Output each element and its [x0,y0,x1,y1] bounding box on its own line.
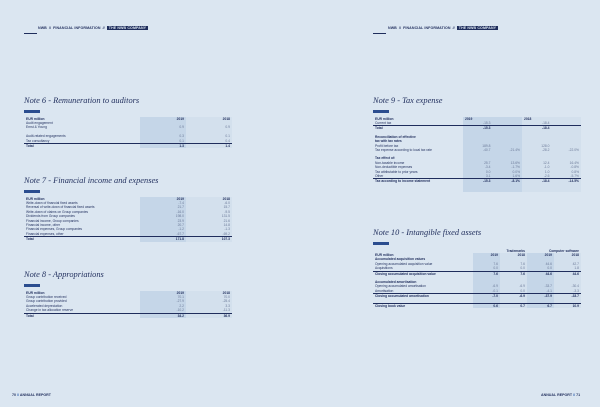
table-total-row: Tax according to income statement -15.3 -8.1% -18.4 -14.5% [375,179,579,184]
header-highlight: THE NWB COMPANY [458,26,497,30]
table-row: Current tax -15.3 -18.4 [373,121,581,126]
note-9-title: Note 9 - Tax expense [373,96,443,105]
note-6-title: Note 6 - Remuneration to auditors [24,96,140,105]
title-accent-bar [24,190,40,193]
table-subheader-row: Accumulated amortisation [373,280,581,284]
table-row: Financial expenses, Group companies -1.2 -1.3 [26,227,230,232]
table-subheader-row: Reconciliation of effective [373,135,581,139]
note-8-table [24,291,232,318]
table-header-row: EUR million 2019 2018 [26,116,230,121]
table-total-row: Total 34.2 36.9 [26,313,230,318]
right-page-footer [541,393,580,397]
table-row: Tax consultancy 0.1 0.4 [26,138,230,143]
table-total-row: Closing accumulated amortisation -7.0 -6.9 -37.9 -33.7 [375,294,579,299]
title-accent-bar [373,242,389,245]
table-row: Tax attributable to prior years 0.0 0.0% 1.0 0.8% [375,169,579,174]
table-subheader-row: Accumulated acquisition values [373,257,581,261]
table-row: Non-deductible expenses -3.4 -1.7% -1.0 -0.8% [375,165,579,170]
header-brand: NWB [388,26,397,30]
table-group-header-row: Trademarks Computer software [506,248,579,253]
table-row: Group contribution received 70.1 70.0 [26,294,230,299]
note-8 [24,270,232,318]
table-row: Financial income, other 20.7 14.8 [26,222,230,227]
title-accent-bar [24,110,40,113]
table-total-row: Total 171.8 107.3 [26,237,230,242]
table-row: Tax expense according to local tax rate -40.7 -21.4% -28.2 -22.0% [375,147,579,152]
table-row: Financial expenses, other -67.7 -69.2 [26,231,230,236]
table-header-row: EUR million 2019 2018 [26,290,230,295]
page-number: 71 [576,393,581,397]
note-7-title: Note 7 - Financial income and expenses [24,176,159,185]
table-row: Opening accumulated amortisation -6.9 -6.9 -33.7 -30.4 [375,284,579,289]
table-total-row: Closing book value 0.6 0.7 6.7 10.9 [375,303,579,308]
table-row: Accelerated depreciation 2.2 3.3 [26,303,230,308]
table-row: Acquisitions 0.0 0.0 0.0 1.8 [375,266,579,271]
table-row: Audit engagement [24,121,232,125]
table-total-row: Total 1.3 1.4 [26,143,230,148]
table-row: Write-down of financial fixed assets -7.4 -6.0 [26,200,230,205]
left-page-header [38,26,148,30]
header-section: FINANCIAL INFORMATION [53,26,101,30]
table-row: Other 3.1 1.6% -2.6 -5.7% [375,173,579,178]
note-7 [24,176,232,242]
table-row: Opening accumulated acquisition value 7.6 7.6 44.6 42.7 [375,261,579,266]
note-6 [24,96,232,148]
header-separator: // [452,26,455,30]
table-row: Amortisation -0.1 0.0 -4.1 -3.3 [375,288,579,293]
title-accent-bar [373,110,389,113]
table-total-row: Total -15.3 -18.4 [373,126,581,131]
header-section: FINANCIAL INFORMATION [403,26,451,30]
table-row: Ernst & Young 0.9 0.9 [26,125,230,130]
footer-label: ANNUAL REPORT [19,393,51,397]
header-separator: // [398,26,402,30]
header-brand: NWB [38,26,47,30]
table-row: Non-taxable income 25.7 13.6% 12.4 16.4% [375,160,579,165]
table-row: Profit before tax 189.8 128.0 [373,144,581,148]
note-10-table [373,249,581,308]
footer-label: ANNUAL REPORT [541,393,573,397]
table-header-row: EUR million 2019 2018 [373,117,581,121]
left-page-footer [12,393,51,397]
table-header-row: EUR million 2019 2018 2019 2018 [375,252,579,257]
table-row: Write-down of claims on Group companies -16.0 -9.5 [26,209,230,214]
header-rule-left [24,33,37,34]
footer-separator: // [573,393,576,397]
table-header-row: EUR million 2019 2018 [26,196,230,201]
note-10-title: Note 10 - Intangible fixed assets [373,228,482,237]
table-subheader-row: Tax effect of: [373,156,581,160]
note-9 [373,96,581,192]
page-number: 70 [12,393,16,397]
table-row: Reversal of write-down of financial fixed assets 21.7 15.7 [26,205,230,210]
header-separator: // [48,26,52,30]
title-accent-bar [24,284,40,287]
header-highlight: THE NWB COMPANY [108,26,147,30]
note-9-table [373,117,581,192]
header-separator: // [102,26,105,30]
table-row: Change in tax allocation reserve -10.2 -11.3 [26,308,230,313]
table-row: Audit-related engagements 0.3 0.1 [26,134,230,139]
table-total-row: Closing accumulated acquisition value 7.6 7.6 44.6 44.6 [375,271,579,276]
note-10 [373,228,581,308]
right-page-header [388,26,498,30]
table-subheader-row: tax with tax rates [373,139,581,143]
table-row: Dividends from Group companies 198.0 131.5 [26,214,230,219]
note-6-table [24,117,232,149]
footer-separator: // [17,393,19,397]
table-row: Financial income, Group companies 23.9 21.6 [26,218,230,223]
table-row: Group contribution provided -27.9 -25.4 [26,299,230,304]
note-7-table [24,197,232,242]
header-rule-right [373,33,386,34]
note-8-title: Note 8 - Appropriations [24,270,104,279]
